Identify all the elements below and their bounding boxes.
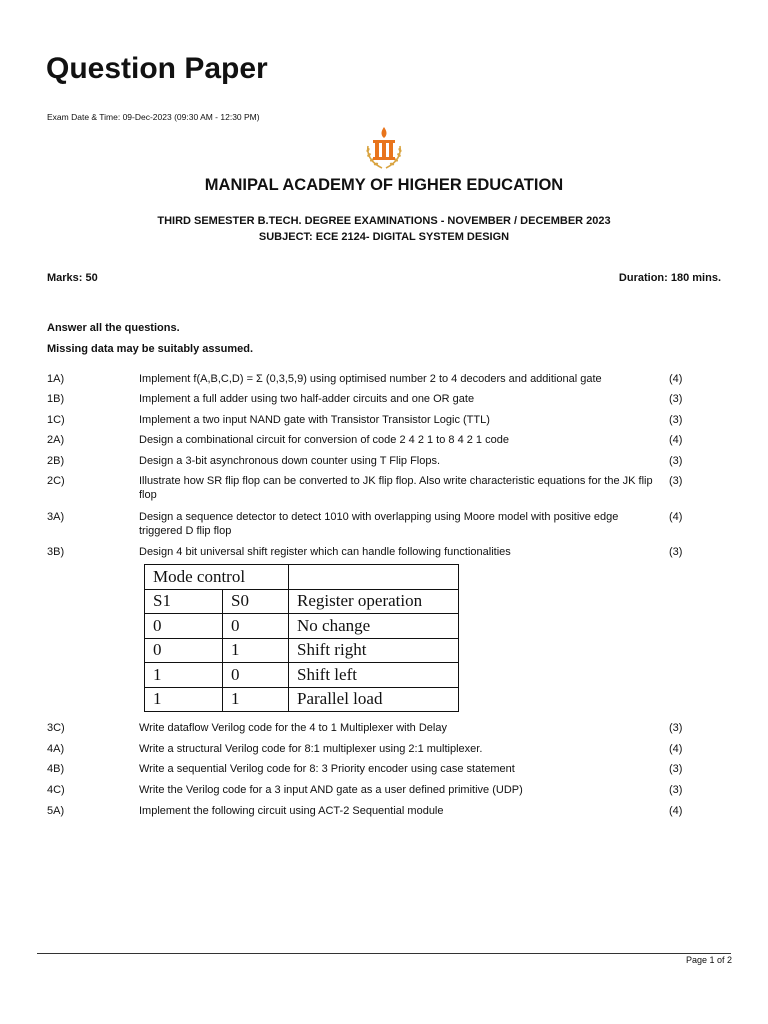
question-marks: (3) xyxy=(669,763,683,775)
table-cell: S0 xyxy=(223,589,289,614)
table-cell: Parallel load xyxy=(289,687,459,712)
table-row xyxy=(145,687,459,712)
table-cell: 0 xyxy=(223,663,289,688)
page-number: Page 1 of 2 xyxy=(685,955,732,965)
table-cell: Register operation xyxy=(289,589,459,614)
question-number: 4A) xyxy=(47,743,65,755)
question-number: 4C) xyxy=(47,784,65,796)
question-text: Implement a full adder using two half-adder circuits and one OR gate xyxy=(139,393,475,405)
question-number: 2B) xyxy=(47,455,65,467)
question-marks: (3) xyxy=(669,393,683,405)
institution-logo-icon xyxy=(358,124,410,172)
question-number: 3A) xyxy=(47,511,65,523)
question-marks: (3) xyxy=(669,414,683,426)
question-marks: (4) xyxy=(669,434,683,446)
subject-line: SUBJECT: ECE 2124- DIGITAL SYSTEM DESIGN xyxy=(258,231,510,243)
question-marks: (3) xyxy=(669,475,683,487)
question-text: Write dataflow Verilog code for the 4 to 1 Multiplexer with Delay xyxy=(139,722,447,734)
question-text: Implement the following circuit using ACT-2 Sequential module xyxy=(139,805,444,817)
table-row xyxy=(145,638,459,663)
question-text: Write a structural Verilog code for 8:1 multiplexer using 2:1 multiplexer. xyxy=(139,743,483,755)
total-marks: Marks: 50 xyxy=(47,272,98,284)
page-title: Question Paper xyxy=(46,52,268,85)
question-text: Write a sequential Verilog code for 8: 3 Priority encoder using case statement xyxy=(139,763,515,775)
question-number: 2C) xyxy=(47,475,65,487)
question-text: Design a combinational circuit for conversion of code 2 4 2 1 to 8 4 2 1 code xyxy=(139,434,509,446)
question-number: 5A) xyxy=(47,805,65,817)
table-header-cell xyxy=(289,565,459,590)
question-number: 2A) xyxy=(47,434,65,446)
exam-duration: Duration: 180 mins. xyxy=(618,272,721,284)
question-marks: (3) xyxy=(669,784,683,796)
question-text: Write the Verilog code for a 3 input AND gate as a user defined primitive (UDP) xyxy=(139,784,523,796)
instruction: Answer all the questions. xyxy=(47,322,180,334)
question-marks: (3) xyxy=(669,455,683,467)
question-number: 1B) xyxy=(47,393,65,405)
table-cell: 0 xyxy=(223,614,289,639)
semester-line: THIRD SEMESTER B.TECH. DEGREE EXAMINATIONS - NOVEMBER / DECEMBER 2023 xyxy=(157,215,611,227)
table-cell: No change xyxy=(289,614,459,639)
question-marks: (3) xyxy=(669,546,683,558)
question-text: Design a 3-bit asynchronous down counter using T Flip Flops. xyxy=(139,455,441,467)
question-text: Illustrate how SR flip flop can be converted to JK flip flop. Also write characteristic equations for the JK flip flop xyxy=(139,475,653,501)
table-cell: 1 xyxy=(145,687,223,712)
table-cell: 1 xyxy=(223,638,289,663)
table-header-cell: Mode control xyxy=(145,565,289,590)
table-cell: 0 xyxy=(145,614,223,639)
question-number: 1C) xyxy=(47,414,65,426)
table-row xyxy=(145,589,459,614)
question-marks: (4) xyxy=(669,805,683,817)
question-marks: (4) xyxy=(669,511,683,523)
question-marks: (3) xyxy=(669,722,683,734)
footer-divider xyxy=(37,953,731,954)
mode-control-table xyxy=(144,564,459,712)
question-text: Design a sequence detector to detect 1010 with overlapping using Moore model with positive edge triggered D flip flop xyxy=(139,511,619,537)
table-row xyxy=(145,614,459,639)
question-text: Design 4 bit universal shift register which can handle following functionalities xyxy=(139,546,511,558)
question-number: 1A) xyxy=(47,373,65,385)
question-marks: (4) xyxy=(669,743,683,755)
exam-date-time: Exam Date & Time: 09-Dec-2023 (09:30 AM - 12:30 PM) xyxy=(47,112,260,122)
table-row xyxy=(145,663,459,688)
table-cell: 1 xyxy=(223,687,289,712)
question-number: 3C) xyxy=(47,722,65,734)
table-cell: 1 xyxy=(145,663,223,688)
table-cell: S1 xyxy=(145,589,223,614)
table-header-row xyxy=(145,565,459,590)
question-number: 3B) xyxy=(47,546,65,558)
question-text: Implement f(A,B,C,D) = Σ (0,3,5,9) using optimised number 2 to 4 decoders and additional gate xyxy=(139,373,602,385)
table-cell: Shift right xyxy=(289,638,459,663)
instruction: Missing data may be suitably assumed. xyxy=(47,343,254,355)
question-number: 4B) xyxy=(47,763,65,775)
question-marks: (4) xyxy=(669,373,683,385)
table-cell: 0 xyxy=(145,638,223,663)
institution-name: MANIPAL ACADEMY OF HIGHER EDUCATION xyxy=(204,176,564,194)
question-text: Implement a two input NAND gate with Transistor Transistor Logic (TTL) xyxy=(139,414,490,426)
table-cell: Shift left xyxy=(289,663,459,688)
